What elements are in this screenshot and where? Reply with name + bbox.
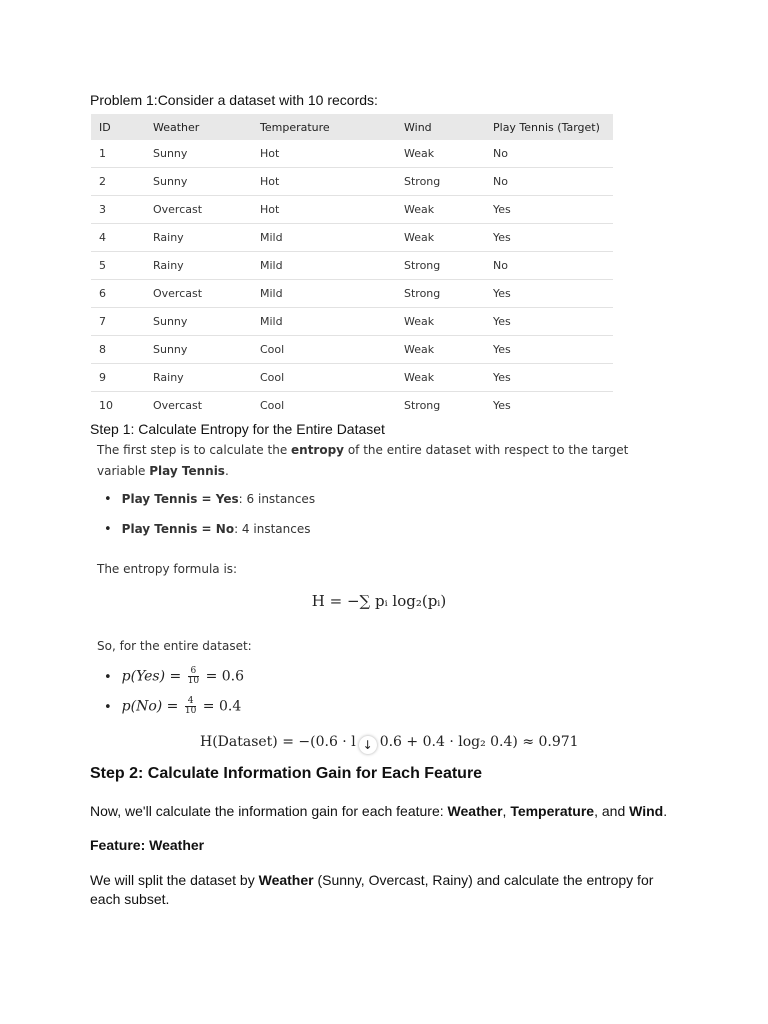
split-text: (Sunny, Overcast, Rainy) and calculate the entropy for each subset. — [90, 872, 654, 907]
bullet-no — [104, 522, 310, 537]
p-yes-line — [104, 667, 244, 686]
bullet-yes — [104, 492, 315, 507]
cell-weather: Rainy — [145, 252, 252, 280]
bullet-no-label: Play Tennis = No — [121, 522, 235, 536]
intro-text: The first step is to calculate the — [97, 443, 292, 457]
bullet-dot: • — [104, 492, 112, 507]
column-header-temperature: Temperature — [252, 114, 396, 140]
cell-temperature: Mild — [252, 308, 396, 336]
cell-weather: Rainy — [145, 364, 252, 392]
cell-temperature: Hot — [252, 196, 396, 224]
step1-intro — [97, 440, 667, 482]
cell-id: 3 — [91, 196, 145, 224]
cell-temperature: Cool — [252, 392, 396, 417]
cell-play-tennis: No — [485, 140, 613, 168]
dataset-entropy-formula — [200, 734, 579, 754]
cell-wind: Weak — [396, 336, 485, 364]
cell-id: 1 — [91, 140, 145, 168]
cell-id: 7 — [91, 308, 145, 336]
intro-entropy-bold: entropy — [291, 443, 345, 457]
p-no-numerator: 4 — [185, 697, 196, 707]
cell-temperature: Cool — [252, 336, 396, 364]
table-row — [91, 364, 613, 392]
step1-title: Step 1: Calculate Entropy for the Entire Dataset — [90, 421, 385, 437]
p-yes-numerator: 6 — [188, 667, 199, 677]
cell-play-tennis: Yes — [485, 392, 613, 417]
cell-wind: Weak — [396, 140, 485, 168]
feature-weather-heading: Feature: Weather — [90, 837, 205, 853]
table-row — [91, 252, 613, 280]
cell-play-tennis: No — [485, 252, 613, 280]
step2-intro — [90, 803, 667, 819]
scroll-down-arrow-icon[interactable]: ↓ — [359, 736, 377, 754]
feature-wind-bold: Wind — [629, 803, 664, 819]
cell-play-tennis: Yes — [485, 280, 613, 308]
so-text: So, for the entire dataset: — [97, 639, 252, 653]
column-header-wind: Wind — [396, 114, 485, 140]
bullet-no-value: : 4 instances — [234, 522, 311, 536]
table-row — [91, 280, 613, 308]
cell-wind: Strong — [396, 280, 485, 308]
p-no-right: = 0.4 — [202, 698, 242, 715]
cell-id: 10 — [91, 392, 145, 417]
table-header-row — [91, 114, 613, 140]
p-no-left: p(No) = — [121, 698, 179, 715]
feature-temperature-bold: Temperature — [510, 803, 595, 819]
cell-play-tennis: Yes — [485, 364, 613, 392]
p-yes-fraction — [188, 667, 199, 686]
dataset-table — [91, 114, 613, 416]
cell-wind: Weak — [396, 364, 485, 392]
table-row — [91, 224, 613, 252]
cell-id: 8 — [91, 336, 145, 364]
step2-text: , and — [594, 803, 630, 819]
column-header-id: ID — [91, 114, 145, 140]
cell-id: 2 — [91, 168, 145, 196]
cell-temperature: Mild — [252, 224, 396, 252]
cell-temperature: Hot — [252, 168, 396, 196]
table-row — [91, 140, 613, 168]
problem-title: Problem 1:Consider a dataset with 10 records: — [90, 92, 378, 108]
table-row — [91, 336, 613, 364]
cell-weather: Sunny — [145, 140, 252, 168]
p-no-fraction — [185, 697, 196, 716]
cell-play-tennis: Yes — [485, 224, 613, 252]
table-row — [91, 308, 613, 336]
bullet-yes-value: : 6 instances — [238, 492, 316, 506]
cell-wind: Strong — [396, 252, 485, 280]
cell-weather: Overcast — [145, 392, 252, 417]
table-row — [91, 168, 613, 196]
cell-temperature: Cool — [252, 364, 396, 392]
cell-id: 6 — [91, 280, 145, 308]
cell-wind: Weak — [396, 224, 485, 252]
cell-id: 9 — [91, 364, 145, 392]
cell-play-tennis: No — [485, 168, 613, 196]
column-header-play-tennis: Play Tennis (Target) — [485, 114, 613, 140]
step2-text: , — [502, 803, 511, 819]
p-no-denominator: 10 — [184, 706, 197, 716]
cell-weather: Overcast — [145, 280, 252, 308]
dataset-entropy-part-a: H(Dataset) = −(0.6 · l — [200, 734, 356, 750]
intro-play-tennis-bold: Play Tennis — [149, 464, 225, 478]
bullet-yes-label: Play Tennis = Yes — [121, 492, 239, 506]
step2-text: . — [663, 803, 668, 819]
cell-wind: Strong — [396, 392, 485, 417]
cell-play-tennis: Yes — [485, 308, 613, 336]
feature-weather-bold: Weather — [447, 803, 503, 819]
step2-title: Step 2: Calculate Information Gain for Each Feature — [90, 765, 483, 782]
cell-temperature: Hot — [252, 140, 396, 168]
cell-weather: Sunny — [145, 336, 252, 364]
p-no-line — [104, 697, 241, 716]
bullet-dot: • — [104, 669, 112, 685]
cell-play-tennis: Yes — [485, 336, 613, 364]
p-yes-denominator: 10 — [187, 676, 200, 686]
split-text: We will split the dataset by — [90, 872, 259, 888]
cell-weather: Overcast — [145, 196, 252, 224]
cell-id: 4 — [91, 224, 145, 252]
cell-weather: Sunny — [145, 168, 252, 196]
intro-text: . — [224, 464, 229, 478]
cell-wind: Weak — [396, 196, 485, 224]
cell-play-tennis: Yes — [485, 196, 613, 224]
cell-weather: Rainy — [145, 224, 252, 252]
cell-wind: Weak — [396, 308, 485, 336]
intro-text: of the entire dataset with respect to the target variable — [97, 443, 629, 478]
bullet-dot: • — [104, 522, 112, 537]
p-yes-left: p(Yes) = — [121, 668, 182, 685]
formula-intro: The entropy formula is: — [97, 562, 238, 576]
cell-temperature: Mild — [252, 280, 396, 308]
bullet-dot: • — [104, 699, 112, 715]
table-row — [91, 392, 613, 417]
split-weather-bold: Weather — [258, 872, 314, 888]
cell-temperature: Mild — [252, 252, 396, 280]
cell-id: 5 — [91, 252, 145, 280]
entropy-formula: H = −∑ pᵢ log₂(pᵢ) — [311, 592, 447, 610]
split-paragraph — [90, 871, 660, 909]
cell-wind: Strong — [396, 168, 485, 196]
step2-text: Now, we'll calculate the information gain for each feature: — [90, 803, 448, 819]
dataset-entropy-part-b: 0.6 + 0.4 · log₂ 0.4) ≈ 0.971 — [379, 734, 579, 750]
column-header-weather: Weather — [145, 114, 252, 140]
table-row — [91, 196, 613, 224]
cell-weather: Sunny — [145, 308, 252, 336]
p-yes-right: = 0.6 — [205, 668, 245, 685]
